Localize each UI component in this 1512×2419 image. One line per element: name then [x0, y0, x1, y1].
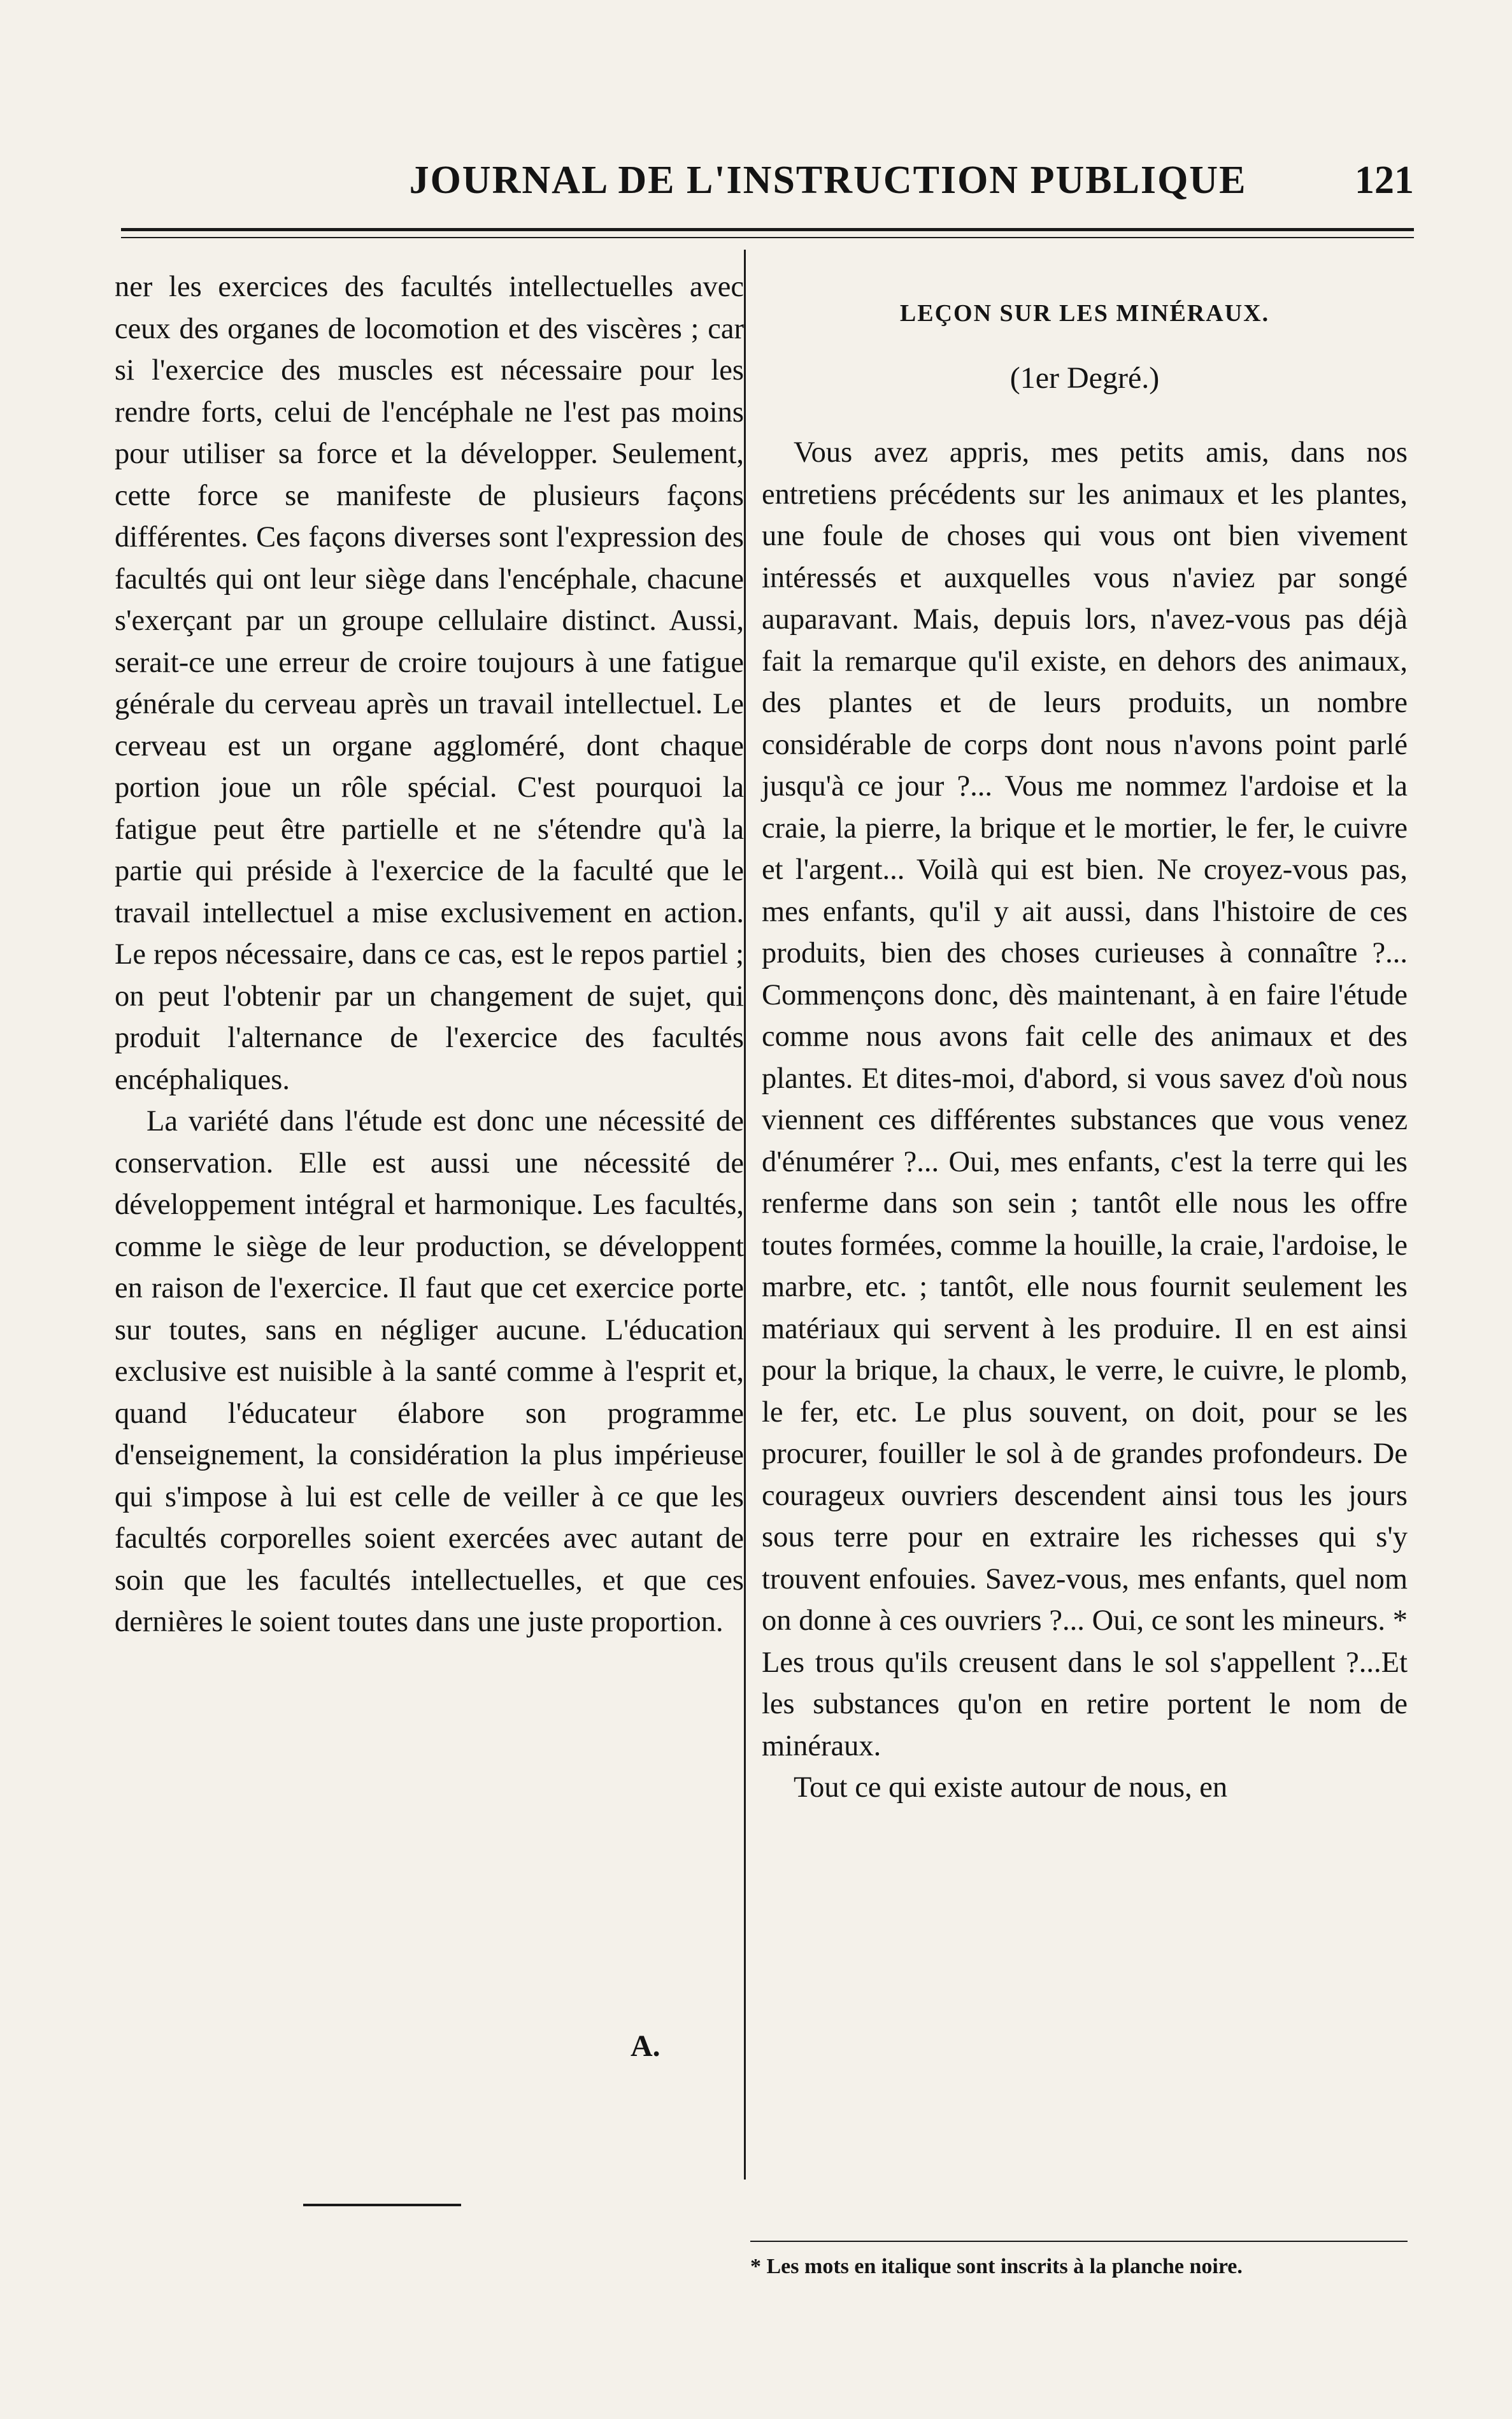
- page-number: 121: [1355, 159, 1414, 202]
- right-paragraph: Vous avez appris, mes petits amis, dans nos entretiens précédents sur les animaux et les plantes, une foule de choses qui vous ont bien vivement intéressés et auxquelles vous n'aviez par songé auparavant. Mais, depuis lors, n'avez-vous pas déjà fait la remarque qu'il existe, en dehors des animaux, des plantes et de leurs produits, un nombre considérable de corps dont nous n'avons point parlé jusqu'à ce jour ?... Vous me nommez l'ardoise et la craie, la pierre, la brique et le mortier, le fer, le cuivre et l'argent... Voilà qui est bien. Ne croyez-vous pas, mes enfants, qu'il y ait aussi, dans l'histoire de ces produits, bien des choses curieuses à connaître ?... Commençons donc, dès maintenant, à en faire l'étude comme nous avons fait celle des animaux et des plantes. Et dites-moi, d'abord, si vous savez d'où nous viennent ces différentes substances que vous venez d'énumérer ?... Oui, mes enfants, c'est la terre qui les renferme dans son sein ; tantôt elle nous les offre toutes formées, comme la houille, la craie, l'ardoise, le marbre, etc. ; tantôt, elle nous fournit seulement les matériaux qui servent à les produire. Il en est ainsi pour la brique, la chaux, le verre, le cuivre, le plomb, le fer, etc. Le plus souvent, on doit, pour se les procurer, fouiller le sol à de grandes profondeurs. De courageux ouvriers descendent ainsi tous les jours sous terre pour en extraire les richesses qui s'y trouvent enfouies. Savez-vous, mes enfants, quel nom on donne à ces ouvriers ?... Oui, ce sont les mineurs. * Les trous qu'ils creusent dans le sol s'appellent ?...Et les substances qu'on en retire portent le nom de minéraux.: [762, 436, 1408, 1762]
- footnote: * Les mots en italique sont inscrits à la planche noire.: [750, 2255, 1243, 2278]
- running-head: [115, 158, 1414, 215]
- article-end-rule: [303, 2204, 461, 2206]
- lesson-degree: (1er Degré.): [1009, 361, 1160, 395]
- article-signature: A.: [631, 2029, 660, 2063]
- right-column: [762, 432, 1408, 1809]
- left-column: [115, 266, 744, 1643]
- header-rule: [121, 228, 1414, 231]
- right-paragraph: Tout ce qui existe autour de nous, en: [794, 1771, 1228, 1804]
- footnote-rule: [750, 2241, 1408, 2242]
- journal-title: JOURNAL DE L'INSTRUCTION PUBLIQUE: [409, 159, 1247, 202]
- left-paragraph: ner les exercices des facultés intellectuelles avec ceux des organes de locomotion et des viscères ; car si l'exercice des muscles est nécessaire pour les rendre forts, celui de l'encéphale ne l'est pas moins pour utiliser sa force et la développer. Seulement, cette force se manifeste de plusieurs façons différentes. Ces façons diverses sont l'expression des facultés qui ont leur siège dans l'encéphale, chacune s'exerçant par un groupe cellulaire distinct. Aussi, serait-ce une erreur de croire toujours à une fatigue générale du cerveau après un travail intellectuel. Le cerveau est un organe aggloméré, dont chaque portion joue un rôle spécial. C'est pourquoi la fatigue peut être partielle et ne s'étendre qu'à la partie qui préside à l'exercice de la faculté que le travail intellectuel a mise exclusivement en action. Le repos nécessaire, dans ce cas, est le repos partiel ; on peut l'obtenir par un changement de sujet, qui produit l'alternance de l'exercice des facultés encéphaliques.: [115, 271, 744, 1096]
- header-rule-thin: [121, 237, 1414, 238]
- lesson-title: LEÇON SUR LES MINÉRAUX.: [899, 300, 1270, 327]
- column-divider: [744, 250, 746, 2180]
- left-paragraph: La variété dans l'étude est donc une nécessité de conservation. Elle est aussi une nécessité de développement intégral et harmonique. Les facultés, comme le siège de leur production, se développent en raison de l'exercice. Il faut que cet exercice porte sur toutes, sans en négliger aucune. L'éducation exclusive est nuisible à la santé comme à l'esprit et, quand l'éducateur élabore son programme d'enseignement, la considération la plus impérieuse qui s'impose à lui est celle de veiller à ce que les facultés corporelles soient exercées avec autant de soin que les facultés intellectuelles, et que ces dernières le soient toutes dans une juste proportion.: [115, 1105, 744, 1638]
